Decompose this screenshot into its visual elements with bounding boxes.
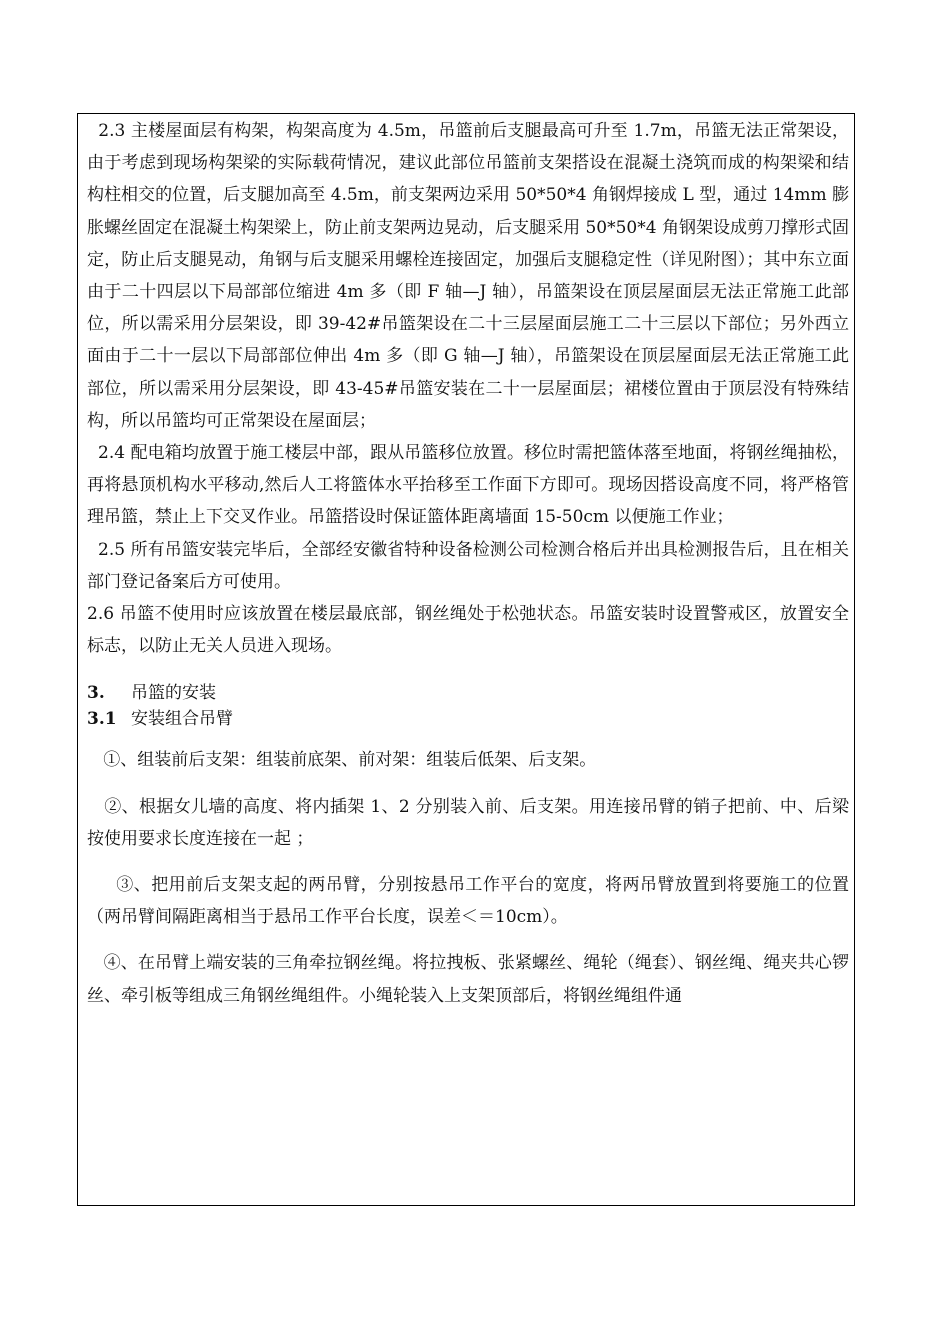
step-3: ③、把用前后支架支起的两吊臂，分别按悬吊工作平台的宽度，将两吊臂放置到将要施工的位置（两吊臂间隔距离相当于悬吊工作平台长度，误差＜＝10cm）。 [87, 875, 849, 928]
step-2: ②、根据女儿墙的高度、将内插架 1、2 分别装入前、后支架。用连接吊臂的销子把前、中、后梁按使用要求长度连接在一起 ； [87, 796, 849, 849]
paragraph-2-3: 2.3 主楼屋面层有构架，构架高度为 4.5m，吊篮前后支腿最高可升至 1.7m，吊篮无法正常架设，由于考虑到现场构架梁的实际载荷情况，建议此部位吊篮前支架搭设在混凝土浇筑而成的构架梁和结构柱相交的位置，后支腿加高至 4.5m，前支架两边采用 50*50*4 角钢焊接成 L 型，通过 14mm 膨胀螺丝固定在混凝土构架梁上，防止前支架两边晃动，后支腿采用 50*50*4 角钢架设成剪刀撑形式固定，防止后支腿晃动，角钢与后支腿采用螺栓连接固定，加强后支腿稳定性（详见附图）；其中东立面由于二十四层以下局部部位缩进 4m 多（即 F 轴—J 轴），吊篮架设在顶层屋面层无法正常施工此部位，所以需采用分层架设，即 39-42#吊篮架设在二十三层屋面层施工二十三层以下部位；另外西立面由于二十一层以下局部部位伸出 4m 多（即 G 轴—J 轴），吊篮架设在顶层屋面层无法正常施工此部位，所以需采用分层架设，即 43-45#吊篮安装在二十一层屋面层；裙楼位置由于顶层没有特殊结构，所以吊篮均可正常架设在屋面层； [87, 121, 849, 431]
section-3-1-heading [87, 706, 849, 732]
paragraph-2-6: 2.6 吊篮不使用时应该放置在楼层最底部，钢丝绳处于松弛状态。吊篮安装时设置警戒区，放置安全标志，以防止无关人员进入现场。 [87, 604, 850, 657]
document-body [87, 115, 849, 1012]
section-number: 3.1 [87, 709, 117, 730]
section-number: 3. [87, 683, 105, 704]
paragraph-2-4: 2.4 配电箱均放置于施工楼层中部，跟从吊篮移位放置。移位时需把篮体落至地面，将钢丝绳抽松，再将悬顶机构水平移动,然后人工将篮体水平抬移至工作面下方即可。现场因搭设高度不同，将严格管理吊篮，禁止上下交叉作业。吊篮搭设时保证篮体距离墙面 15-50cm 以便施工作业； [87, 443, 849, 528]
step-4: ④、在吊臂上端安装的三角牵拉钢丝绳。将拉拽板、张紧螺丝、绳轮（绳套）、钢丝绳、绳夹共心锣丝、牵引板等组成三角钢丝绳组件。小绳轮装入上支架顶部后，将钢丝绳组件通 [87, 953, 849, 1006]
section-title: 吊篮的安装 [131, 683, 216, 704]
section-title: 安装组合吊臂 [131, 709, 233, 730]
step-1: ①、组装前后支架：组装前底架、前对架：组装后低架、后支架。 [87, 750, 597, 771]
section-3-heading [87, 680, 849, 706]
paragraph-2-5: 2.5 所有吊篮安装完毕后，全部经安徽省特种设备检测公司检测合格后并出具检测报告后，且在相关部门登记备案后方可使用。 [87, 539, 849, 592]
